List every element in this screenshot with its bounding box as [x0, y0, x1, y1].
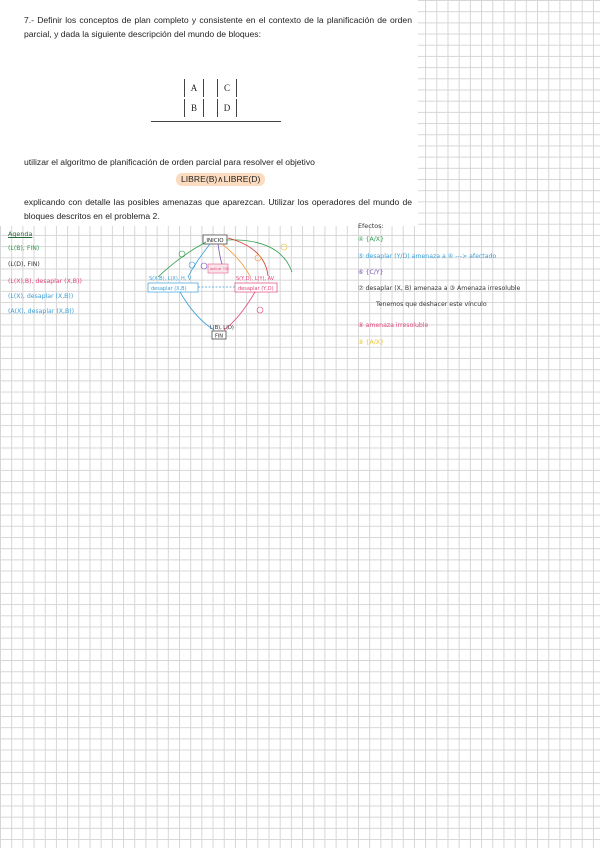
- link-arrow: [180, 292, 214, 330]
- efecto-note: Tenemos que deshacer este vínculo: [376, 301, 487, 308]
- step-marker-icon: [201, 263, 207, 269]
- agenda-item: (L(X),B), desaplar (X,B)): [8, 278, 82, 285]
- marker-icon: ⑤: [358, 253, 364, 260]
- inicio-label: INICIO: [206, 238, 224, 244]
- table-surface: [151, 121, 281, 122]
- block-a: A: [184, 79, 204, 97]
- agenda-item: (L(D), FIN): [8, 261, 40, 268]
- efecto-item: ⑨ {A/X}: [358, 339, 384, 346]
- marker-icon: ④: [358, 236, 364, 243]
- efecto-item: ⑧ amenaza irresoluble: [358, 322, 429, 329]
- step-marker-icon: [189, 262, 195, 268]
- efecto-item: ⑥ {C/Y}: [358, 269, 384, 276]
- efecto-item: ⑤ desaplar (Y/D) amenaza a ④ ---> afectado: [358, 253, 497, 260]
- op2-label: desaplar (Y,D): [238, 286, 274, 292]
- step-marker-icon: [179, 251, 185, 257]
- agenda-title: Agenda: [8, 230, 33, 238]
- question-text: 7.- Definir los conceptos de plan completo y consistente en el contexto de la planificación de orden parcial, y dada la siguiente descripción del mundo de bloques:: [24, 15, 412, 39]
- objective-text: utilizar el algoritmo de planificación de orden parcial para resolver el objetivo: [24, 157, 315, 167]
- goal-highlight: LIBRE(B)∧LIBRE(D): [176, 173, 265, 186]
- fin-preconditions: L(B), L(D): [210, 325, 234, 331]
- op1-label: desaplar (X,B): [151, 286, 187, 292]
- marker-icon: ⑧: [358, 322, 364, 329]
- link-arrow: [188, 244, 210, 277]
- marker-icon: ⑦: [358, 285, 364, 292]
- op1-preconditions: S(X,B), L(X), H, V: [149, 276, 192, 282]
- fin-label: FIN: [214, 333, 224, 340]
- link-arrow: [218, 244, 222, 264]
- block-c: C: [217, 79, 237, 97]
- efectos-title: Efectos:: [358, 222, 384, 230]
- marker-icon: ⑨: [358, 339, 364, 346]
- explanation-text: explicando con detalle las posibles amenazas que aparezcan. Utilizar los operadores del mundo de bloques descritos en el problema 2.: [24, 197, 412, 221]
- block-d: D: [217, 99, 237, 117]
- step-marker-icon: [255, 255, 261, 261]
- partial-order-plan-diagram: [140, 228, 340, 343]
- note-text: aplicar Y/B: [210, 267, 229, 271]
- efecto-item: ④ {A/X}: [358, 236, 384, 243]
- block-b: B: [184, 99, 204, 117]
- agenda-item: (L(B), FIN): [8, 245, 40, 252]
- agenda-item: (L(X), desaplar (X,B)): [8, 293, 74, 300]
- step-marker-icon: [281, 244, 287, 250]
- agenda-item: (A(X), desaplar (X,B)): [8, 308, 75, 315]
- exam-sheet: [0, 0, 418, 226]
- op2-preconditions: S(Y,D), L(Y), AV: [236, 276, 275, 282]
- step-marker-icon: [257, 307, 263, 313]
- efecto-item: ⑦ desaplar (X, B) amenaza a ③ Amenaza irresoluble: [358, 285, 521, 292]
- marker-icon: ⑥: [358, 269, 364, 276]
